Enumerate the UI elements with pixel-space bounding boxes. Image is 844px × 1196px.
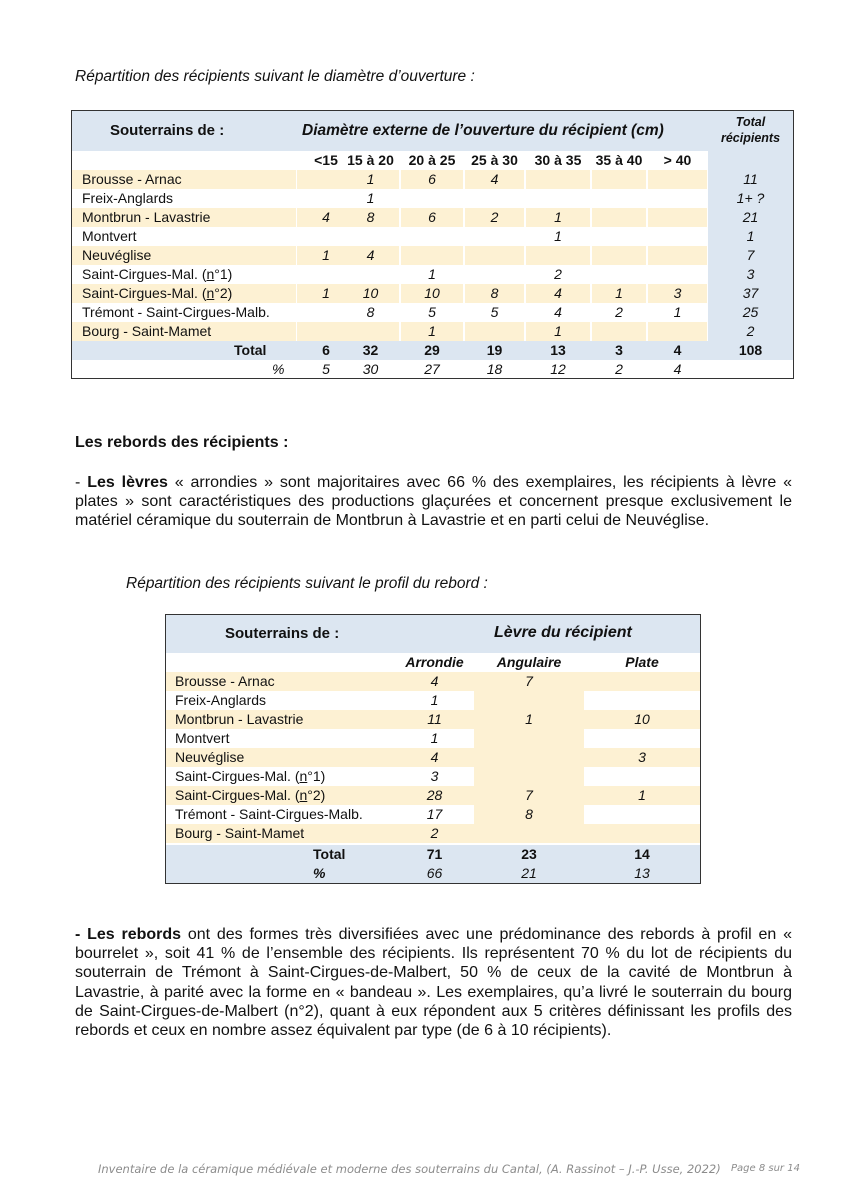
table-row (72, 246, 793, 265)
table1-row-total: 25 (742, 304, 759, 320)
table1-cell: 1 (366, 171, 375, 187)
table1-row-band (526, 170, 590, 189)
table1-row-band (465, 246, 524, 265)
table1-total-cell: 19 (486, 342, 503, 358)
table1-cell: 1 (366, 190, 375, 206)
table2-cell: 7 (525, 787, 533, 803)
table1-cell: 8 (490, 285, 499, 301)
table1-cell: 5 (490, 304, 499, 320)
table1-row-name-text: Neuvéglise (82, 247, 152, 263)
table1-total-cell: 3 (615, 342, 623, 358)
table1-percent-row (72, 360, 793, 379)
table2-row-name-text: Neuvéglise (175, 749, 245, 765)
table1-column-header: 25 à 30 (471, 152, 518, 168)
table2-row-name (175, 767, 325, 786)
table2-cell: 11 (427, 711, 442, 727)
table1-row-band (592, 208, 646, 227)
table1-cell: 1 (615, 285, 623, 301)
table1-percent-cell: 5 (322, 361, 330, 377)
table1-total-header-line1: Total (735, 115, 766, 129)
table1-row-band (592, 322, 646, 341)
paragraph-levres-lead: - (75, 474, 88, 491)
table-row (166, 672, 700, 691)
table2-group-header: Lèvre du récipient (494, 624, 632, 641)
table-row (166, 786, 700, 805)
table1-cell: 2 (554, 266, 562, 282)
table1-cell: 1 (673, 304, 682, 320)
table-row (166, 729, 700, 748)
table2-row-name (175, 729, 229, 748)
table1-percent-cell: 30 (362, 361, 379, 377)
table2-cell: 7 (525, 673, 533, 689)
table1-cell: 3 (673, 285, 682, 301)
table1-row-total: 1+ ? (736, 190, 765, 206)
table-row (166, 691, 700, 710)
table1-row-total: 11 (743, 171, 758, 187)
table1-cell: 4 (490, 171, 499, 187)
table2-percent-cell: 21 (521, 865, 537, 881)
table-row (72, 189, 793, 208)
table1-cell: 1 (428, 323, 436, 339)
table2-cell: 4 (430, 749, 439, 765)
table1-percent-cell: 12 (550, 361, 566, 377)
table1-row-band (648, 170, 707, 189)
table1-caption: Répartition des récipients suivant le diamètre d’ouverture : (75, 68, 475, 85)
table2-corner-label: Souterrains de : (225, 625, 340, 642)
table-row (72, 265, 793, 284)
table1-row-name-end: °2) (214, 285, 233, 301)
table1-cell: 1 (554, 209, 562, 225)
table1-row-name (82, 246, 151, 265)
table2-row-name-text: Montvert (175, 730, 230, 746)
table1-column-header: <15 (314, 152, 338, 168)
table2-row-name-text: Montbrun - Lavastrie (175, 711, 304, 727)
table1-total-cell: 32 (362, 342, 379, 358)
table1-row-name (82, 189, 173, 208)
table2-row-name-number-abbrev: n (299, 787, 308, 803)
table2-cell: 2 (430, 825, 439, 841)
table2-percent-label: % (313, 865, 326, 881)
paragraph-rebords-text: ont des formes très diversifiées avec une prédominance des rebords à profil en « bourrelet », soit 41 % de l’ensemble des récipients. Ils représentent 70 % du lot de récipients du souterrain de Trémont à Saint-Cirgues-de-Malbert, 50 % de ceux de la cavité de Montbrun à Lavastrie, à parité avec la forme en « bandeau ». Les exemplaires, qu’a livré le souterrain du bourg de Saint-Cirgues-de-Malbert (n°2), quant à eux répondent aux 5 critères définissant les profils des rebords et ceux en nombre assez équivalent par type (de 6 à 10 récipients). (75, 926, 793, 1040)
table1-row-name (82, 227, 136, 246)
table2-cell: 1 (430, 692, 439, 708)
paragraph-levres-bold: Les lèvres (87, 474, 168, 491)
table2-cell: 3 (638, 749, 646, 765)
table2-row-name-end: °1) (307, 768, 326, 784)
table1-column-header: 20 à 25 (408, 152, 456, 168)
table2-cell: 1 (638, 787, 646, 803)
footer-page-number: Page 8 sur 14 (731, 1163, 800, 1174)
table1-cell: 10 (362, 285, 379, 301)
table1-row-band (526, 246, 590, 265)
table1-row-band (342, 322, 399, 341)
table-row (72, 284, 793, 303)
table1-percent-cell: 27 (424, 361, 440, 377)
table2-percent-row (166, 864, 700, 883)
table1-percent-label: % (272, 361, 285, 377)
table1-corner-label: Souterrains de : (110, 122, 225, 139)
table2-column-header: Angulaire (496, 654, 562, 670)
table1-total-cell: 4 (673, 342, 682, 358)
table2-percent-cell: 66 (426, 865, 443, 881)
table-row (72, 227, 793, 246)
table1-cell: 1 (554, 228, 562, 244)
table2-row-name-end: °2) (307, 787, 326, 803)
table2-caption: Répartition des récipients suivant le profil du rebord : (126, 575, 488, 592)
table1-row-name-text: Bourg - Saint-Mamet (82, 323, 212, 339)
table2-cell: 17 (426, 806, 443, 822)
table1-row-band (401, 246, 463, 265)
paragraph-levres (75, 473, 792, 531)
table1-total-cell: 29 (424, 342, 440, 358)
table1-cell: 1 (322, 285, 330, 301)
table1-row-band (648, 208, 707, 227)
table2-row-band (474, 729, 584, 748)
table-row (72, 208, 793, 227)
table-row (166, 805, 700, 824)
table1-row-name (82, 284, 232, 303)
table2-column-header: Arrondie (405, 654, 464, 670)
table1-row-band (465, 322, 524, 341)
table1-cell: 5 (428, 304, 436, 320)
table1-percent-cell: 2 (615, 361, 623, 377)
table2-row-name (175, 748, 244, 767)
table1-row-total: 3 (746, 266, 755, 282)
table1-cell: 8 (366, 304, 375, 320)
table1-cell: 6 (428, 209, 436, 225)
table1-cell: 1 (554, 323, 562, 339)
table1-row-band (648, 322, 707, 341)
table2-row-name-text: Saint-Cirgues-Mal. ( (175, 768, 300, 784)
table1-totals-row (72, 341, 793, 360)
table2-row-name-text: Bourg - Saint-Mamet (175, 825, 305, 841)
table1-column-header: 30 à 35 (534, 152, 582, 168)
table2-row-name-text: Brousse - Arnac (175, 673, 275, 689)
table1-row-total: 1 (746, 228, 755, 244)
table-row (166, 710, 700, 729)
table1-cell: 2 (490, 209, 499, 225)
table1-percent-cell: 4 (673, 361, 682, 377)
table1-row-band (592, 170, 646, 189)
table1-cell: 8 (366, 209, 375, 225)
table1-cell: 1 (322, 247, 330, 263)
table2-cell: 28 (426, 787, 443, 803)
table1-row-name-end: °1) (214, 266, 233, 282)
table1-cell: 6 (428, 171, 436, 187)
table-row (166, 767, 700, 786)
table2-row-name (175, 691, 266, 710)
table1-row-name-number-abbrev: n (206, 285, 215, 301)
table2-cell: 8 (525, 806, 533, 822)
table2-total-cell: 14 (634, 846, 650, 862)
table1-cell: 4 (322, 209, 330, 225)
table1-row-name-text: Brousse - Arnac (82, 171, 182, 187)
table2-cell: 1 (525, 711, 533, 727)
table2-total-cell: 71 (426, 846, 443, 862)
table1-row-name-number-abbrev: n (206, 266, 215, 282)
table1-row-name-text: Montvert (82, 228, 137, 244)
table2-percent-cell: 13 (634, 865, 650, 881)
table1-total-label: Total (234, 342, 267, 358)
table1-row-name (82, 322, 211, 341)
table1-cell: 10 (424, 285, 440, 301)
table2-row-name (175, 672, 275, 691)
table1-row-name (82, 303, 270, 322)
table1-percent-cell: 18 (486, 361, 503, 377)
table1-row-name (82, 208, 210, 227)
table1-row-total: 37 (742, 285, 759, 301)
table1-cell: 4 (554, 285, 562, 301)
table1-row-name-text: Saint-Cirgues-Mal. ( (82, 285, 207, 301)
table1-row-name (82, 170, 182, 189)
section-heading-rebords: Les rebords des récipients : (75, 434, 289, 451)
table1-row-name-text: Trémont - Saint-Cirgues-Malb. (82, 304, 270, 320)
lip-profile-table (165, 614, 701, 884)
table2-cell: 1 (430, 730, 439, 746)
table2-column-header: Plate (625, 654, 659, 670)
table2-row-name (175, 824, 304, 843)
table1-cell: 4 (554, 304, 562, 320)
table2-row-name-text: Trémont - Saint-Cirgues-Malb. (175, 806, 363, 822)
diameter-table (71, 110, 794, 379)
table1-total-header-line2: récipients (720, 131, 781, 145)
table1-total-cell: 13 (550, 342, 566, 358)
table2-total-cell: 23 (521, 846, 537, 862)
paragraph-rebords (75, 925, 792, 1040)
table2-cell: 3 (430, 768, 439, 784)
table2-total-label: Total (313, 846, 346, 862)
paragraph-levres-text: « arrondies » sont majoritaires avec 66 % des exemplaires, les récipients à lèvre « plates » sont caractéristiques des productions glaçurées et concernent presque exclusivement le matériel céramique du souterrain de Montbrun à Lavastrie et en parti celui de Neuvéglise. (75, 474, 793, 530)
footer-citation: Inventaire de la céramique médiévale et moderne des souterrains du Cantal, (A. Rassinot – J.-P. Usse, 2022) (98, 1162, 721, 1176)
table1-cell: 4 (366, 247, 375, 263)
table1-row-band (648, 246, 707, 265)
table1-column-header: 15 à 20 (347, 152, 394, 168)
table2-row-name-text: Freix-Anglards (175, 692, 267, 708)
table1-cell: 1 (428, 266, 436, 282)
table2-row-name (175, 786, 325, 805)
table2-row-name (175, 805, 363, 824)
table1-row-name-text: Saint-Cirgues-Mal. ( (82, 266, 207, 282)
table2-cell: 4 (430, 673, 439, 689)
table1-row-name-text: Montbrun - Lavastrie (82, 209, 211, 225)
table-row (166, 824, 700, 843)
table-row (72, 170, 793, 189)
table1-cell: 2 (615, 304, 623, 320)
table2-row-band (474, 767, 584, 786)
table2-row-name-number-abbrev: n (299, 768, 308, 784)
table2-totals-row (166, 845, 700, 864)
table-row (72, 303, 793, 322)
table1-column-header: 35 à 40 (595, 152, 643, 168)
table1-row-band (592, 246, 646, 265)
table1-row-total: 2 (746, 323, 755, 339)
table2-row-name (175, 710, 303, 729)
paragraph-rebords-bold: - Les rebords (75, 926, 182, 943)
table-row (166, 748, 700, 767)
table1-row-total: 7 (746, 247, 755, 263)
table-row (72, 322, 793, 341)
table1-total-header (708, 114, 793, 146)
table1-row-total: 21 (742, 209, 759, 225)
table1-row-name (82, 265, 232, 284)
table2-cell: 10 (634, 711, 650, 727)
table2-row-band (474, 691, 584, 710)
table1-grand-total: 108 (738, 342, 763, 358)
table1-total-cell: 6 (322, 342, 330, 358)
table1-column-header: > 40 (663, 152, 692, 168)
table1-group-header: Diamètre externe de l’ouverture du récipient (cm) (302, 122, 664, 139)
table1-row-name-text: Freix-Anglards (82, 190, 174, 206)
table2-row-name-text: Saint-Cirgues-Mal. ( (175, 787, 300, 803)
